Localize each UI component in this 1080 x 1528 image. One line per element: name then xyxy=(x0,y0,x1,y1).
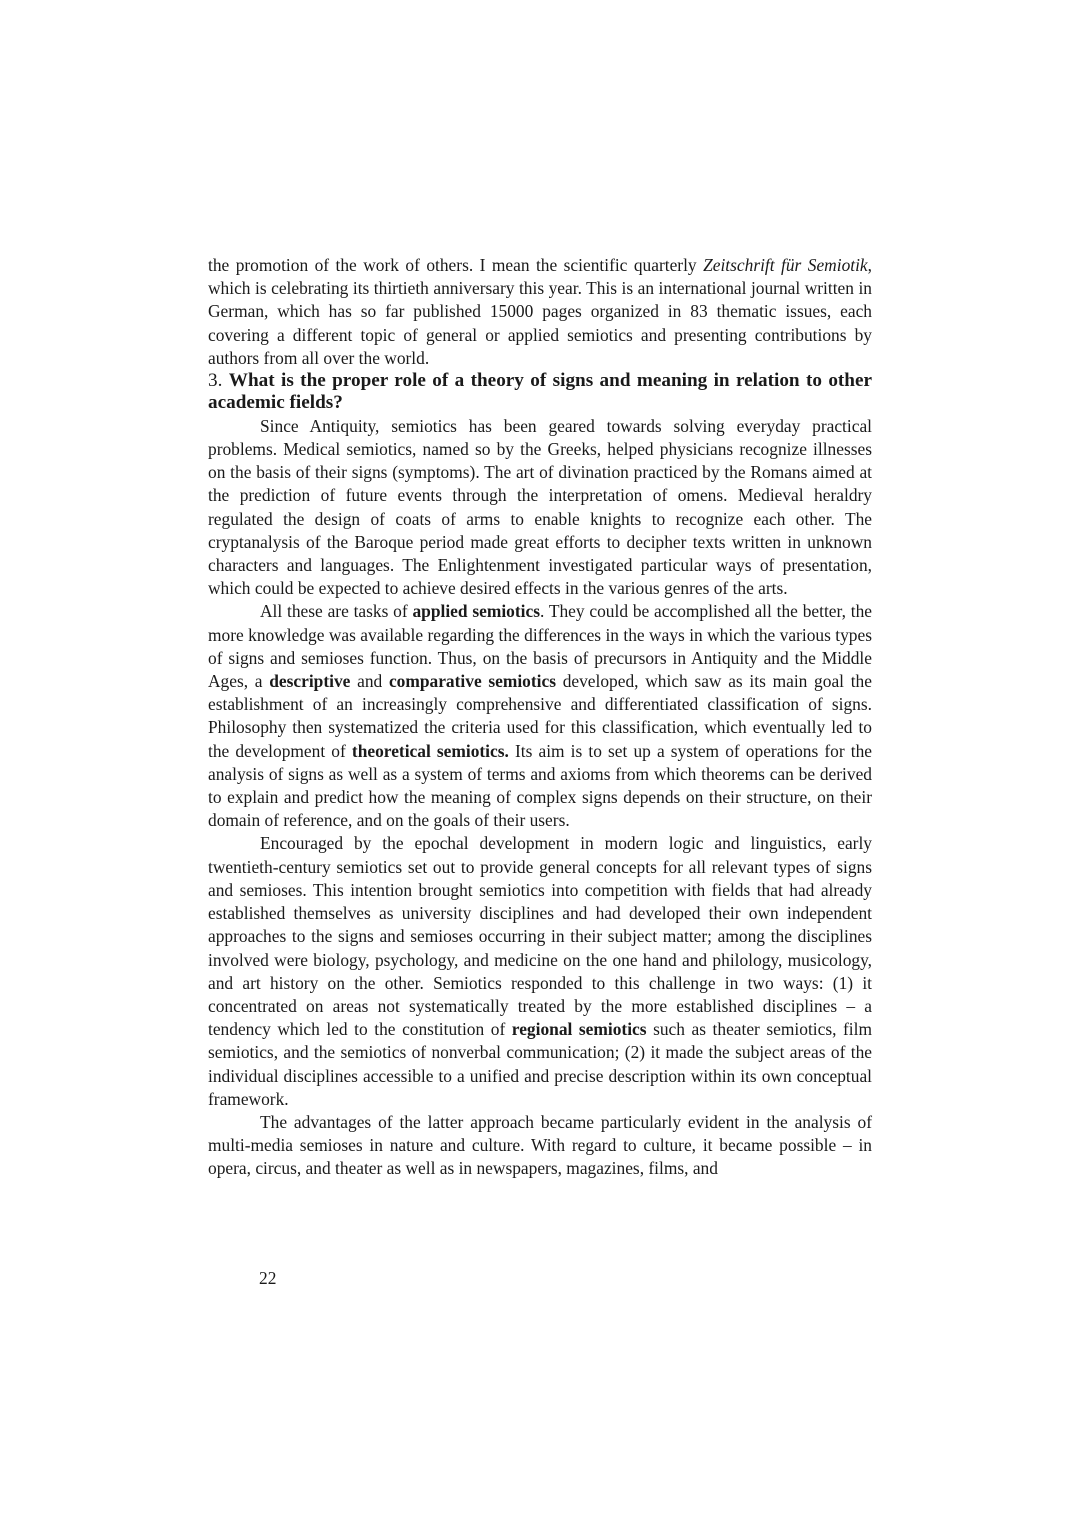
page-body xyxy=(208,254,872,1181)
intro-paragraph xyxy=(208,254,872,370)
paragraph-2-text-5: Its aim is to set up a system of operations for the analysis of signs as well as a system of terms and axioms from which theorems can be derived to explain and predict how the meaning of complex signs depends on their structure, on their domain of reference, and on the goals of their users. xyxy=(208,740,872,831)
section-heading xyxy=(208,370,872,415)
section-title: What is the proper role of a theory of signs and meaning in relation to other academic fields? xyxy=(208,370,873,414)
paragraph-2-text-1: All these are tasks of xyxy=(260,601,413,622)
paragraph-2 xyxy=(208,600,872,832)
section-number: 3. xyxy=(208,370,229,392)
term-comparative-semiotics: comparative semiotics xyxy=(388,671,556,692)
paragraph-3-text-1: Encouraged by the epochal development in modern logic and linguistics, early twentieth-century semiotics set out to provide general concepts for all relevant types of signs and semioses. This intention brought semiotics into competition with fields that had already established themselves as university disciplines and had developed their own independent approaches to the signs and semioses occurring in their subject matter; among the disciplines involved were biology, psychology, and medicine on the one hand and philology, musicology, and art history on the other. Semiotics responded to this challenge in two ways: (1) it concentrated on areas not systematically treated by the more established disciplines – a tendency which led to the constitution of xyxy=(208,833,872,1040)
term-theoretical-semiotics: theoretical semiotics. xyxy=(351,740,509,761)
paragraph-1: Since Antiquity, semiotics has been geared towards solving everyday practical problems. Medical semiotics, named so by the Greeks, helped physicians recognize illnesses on the basis of their signs (symptoms). The art of divination practiced by the Romans aimed at the prediction of future events through the interpretation of omens. Medieval heraldry regulated the design of coats of arms to enable knights to recognize each other. The cryptanalysis of the Baroque period made great efforts to decipher texts written in unknown characters and languages. The Enlightenment investigated particular ways of presentation, which could be expected to achieve desired effects in the various genres of the arts. xyxy=(208,415,872,599)
term-regional-semiotics: regional semiotics xyxy=(511,1019,647,1040)
paragraph-2-text-3: and xyxy=(350,671,389,692)
paragraph-3-text-2: such as theater semiotics, film semiotics, and the semiotics of nonverbal communication; (2) it made the subject areas of the individual disciplines accessible to a unified and precise description within its own conceptual framework. xyxy=(208,1019,872,1109)
intro-text-start: the promotion of the work of others. I mean the scientific quarterly xyxy=(208,255,704,275)
paragraph-3 xyxy=(208,832,872,1110)
journal-title: Zeitschrift für Semiotik xyxy=(703,255,868,275)
paragraph-2-text-4: developed, which saw as its main goal the establishment of an increasingly comprehensive and differentiated classification of signs. Philosophy then systematized the criteria used for this classification, which eventually led to the development of xyxy=(208,671,872,761)
page-number: 22 xyxy=(259,1268,277,1288)
paragraph-4: The advantages of the latter approach became particularly evident in the analysis of multi-media semioses in nature and culture. With regard to culture, it became possible – in opera, circus, and theater as well as in newspapers, magazines, films, and xyxy=(208,1111,872,1179)
term-descriptive: descriptive xyxy=(269,671,351,692)
paragraph-2-text-2: . They could be accomplished all the better, the more knowledge was available regarding the differences in the ways in which the various types of signs and semioses function. Thus, on the basis of precursors in Antiquity and the Middle Ages, a xyxy=(208,601,872,692)
intro-text-end: , which is celebrating its thirtieth anniversary this year. This is an international journal written in German, which has so far published 15000 pages organized in 83 thematic issues, each covering a different topic of general or applied semiotics and presenting contributions by authors from all over the world. xyxy=(208,255,873,368)
term-applied-semiotics: applied semiotics xyxy=(412,601,540,622)
